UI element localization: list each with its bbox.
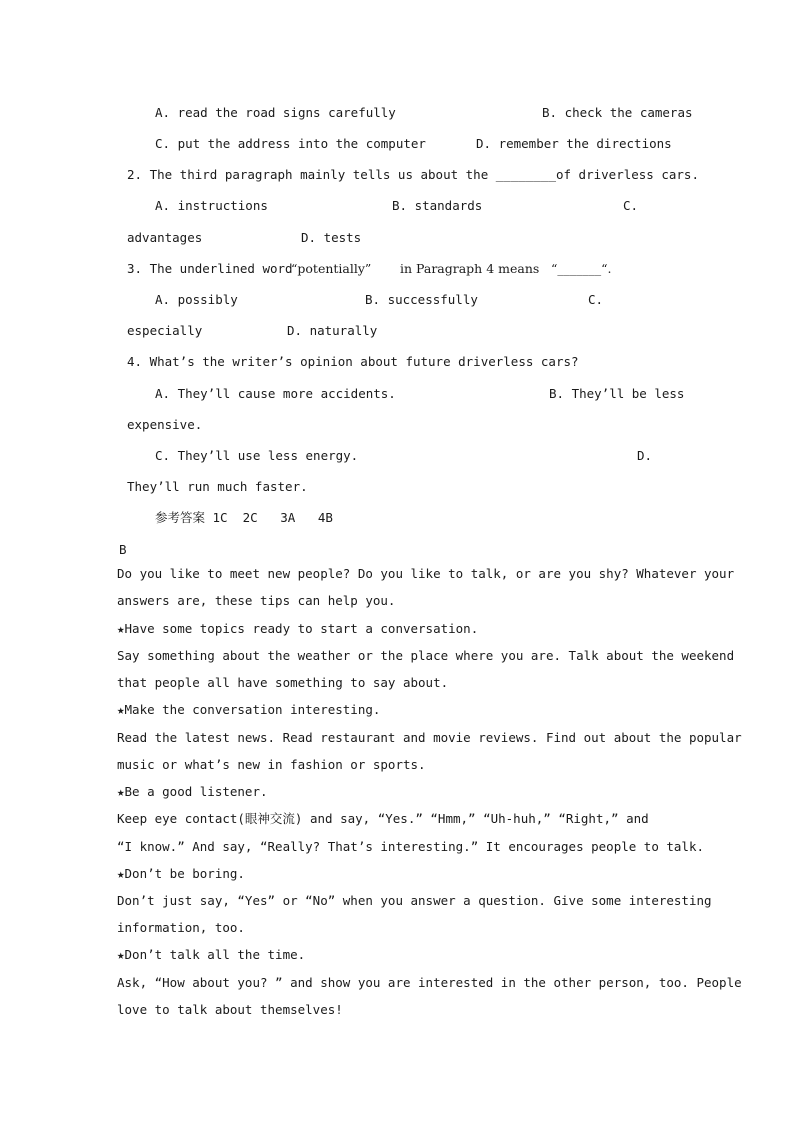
- q2-stem-pre: 2. The third paragraph mainly tells us about the: [127, 167, 496, 182]
- q3-option-c-letter: C.: [588, 292, 604, 307]
- q3-option-a: A. possibly: [155, 292, 238, 307]
- q4-option-d-cont: They’ll run much faster.: [127, 479, 308, 494]
- tip-1-body-line-1: Say something about the weather or the place where you are. Talk about the weekend: [117, 648, 735, 663]
- q1-option-d: D. remember the directions: [476, 136, 672, 151]
- tip-3-body-line-2: “I know.” And say, “Really? That’s interesting.” It encourages people to talk.: [117, 839, 704, 854]
- q3-quoted-word: “potentially”: [291, 261, 372, 276]
- q4-option-b: B. They’ll be less: [549, 386, 685, 401]
- q2-stem-post: of driverless cars.: [555, 167, 699, 182]
- q2-stem: [127, 167, 699, 183]
- section-label-b: B: [119, 542, 127, 557]
- tip-5-title: ★Don’t talk all the time.: [117, 947, 306, 962]
- tip-4-body-line-2: information, too.: [117, 920, 245, 935]
- q1-option-c: C. put the address into the computer: [155, 136, 426, 151]
- tip-4-title: ★Don’t be boring.: [117, 866, 245, 881]
- passage-intro-line-2: answers are, these tips can help you.: [117, 593, 396, 608]
- tip-1-title: ★Have some topics ready to start a conversation.: [117, 621, 479, 636]
- q3-option-b: B. successfully: [365, 292, 478, 307]
- passage-intro-line-1: Do you like to meet new people? Do you like to talk, or are you shy? Whatever your: [117, 566, 735, 581]
- q3-option-c-word: especially: [127, 323, 203, 338]
- tip-4-body-line-1: Don’t just say, “Yes” or “No” when you answer a question. Give some interesting: [117, 893, 712, 908]
- tip-2-title: ★Make the conversation interesting.: [117, 702, 381, 717]
- q4-option-c: C. They’ll use less energy.: [155, 448, 359, 463]
- tip-1-body-line-2: that people all have something to say about.: [117, 675, 449, 690]
- q3-option-d: D. naturally: [287, 323, 378, 338]
- q4-option-d-letter: D.: [637, 448, 653, 463]
- tip-5-body-line-1: Ask, “How about you? ” and show you are interested in the other person, too. People: [117, 975, 742, 990]
- tip-2-body-line-2: music or what’s new in fashion or sports.: [117, 757, 426, 772]
- q2-option-a: A. instructions: [155, 198, 268, 213]
- tip-2-body-line-1: Read the latest news. Read restaurant and movie reviews. Find out about the popular: [117, 730, 742, 745]
- q4-option-b-cont: expensive.: [127, 417, 203, 432]
- q1-option-b: B. check the cameras: [542, 105, 693, 120]
- q3-stem-mid: in Paragraph 4 means: [400, 261, 540, 276]
- q4-stem: 4. What’s the writer’s opinion about future driverless cars?: [127, 354, 579, 369]
- q4-option-a: A. They’ll cause more accidents.: [155, 386, 396, 401]
- q3-stem-end: “_______“.: [551, 261, 612, 276]
- q2-option-b: B. standards: [392, 198, 483, 213]
- q2-option-c-word: advantages: [127, 230, 203, 245]
- q2-blank: ________: [495, 167, 556, 182]
- tip-3-body-line-1: Keep eye contact(眼神交流) and say, “Yes.” “Hmm,” “Uh-huh,” “Right,” and: [117, 811, 649, 826]
- q1-option-a: A. read the road signs carefully: [155, 105, 396, 120]
- tip-3-title: ★Be a good listener.: [117, 784, 268, 799]
- q2-option-c-letter: C.: [623, 198, 639, 213]
- q2-option-d: D. tests: [301, 230, 362, 245]
- tip-5-body-line-2: love to talk about themselves!: [117, 1002, 343, 1017]
- answer-key: 参考答案 1C 2C 3A 4B: [155, 510, 333, 525]
- q3-stem-pre: 3. The underlined word: [127, 261, 293, 276]
